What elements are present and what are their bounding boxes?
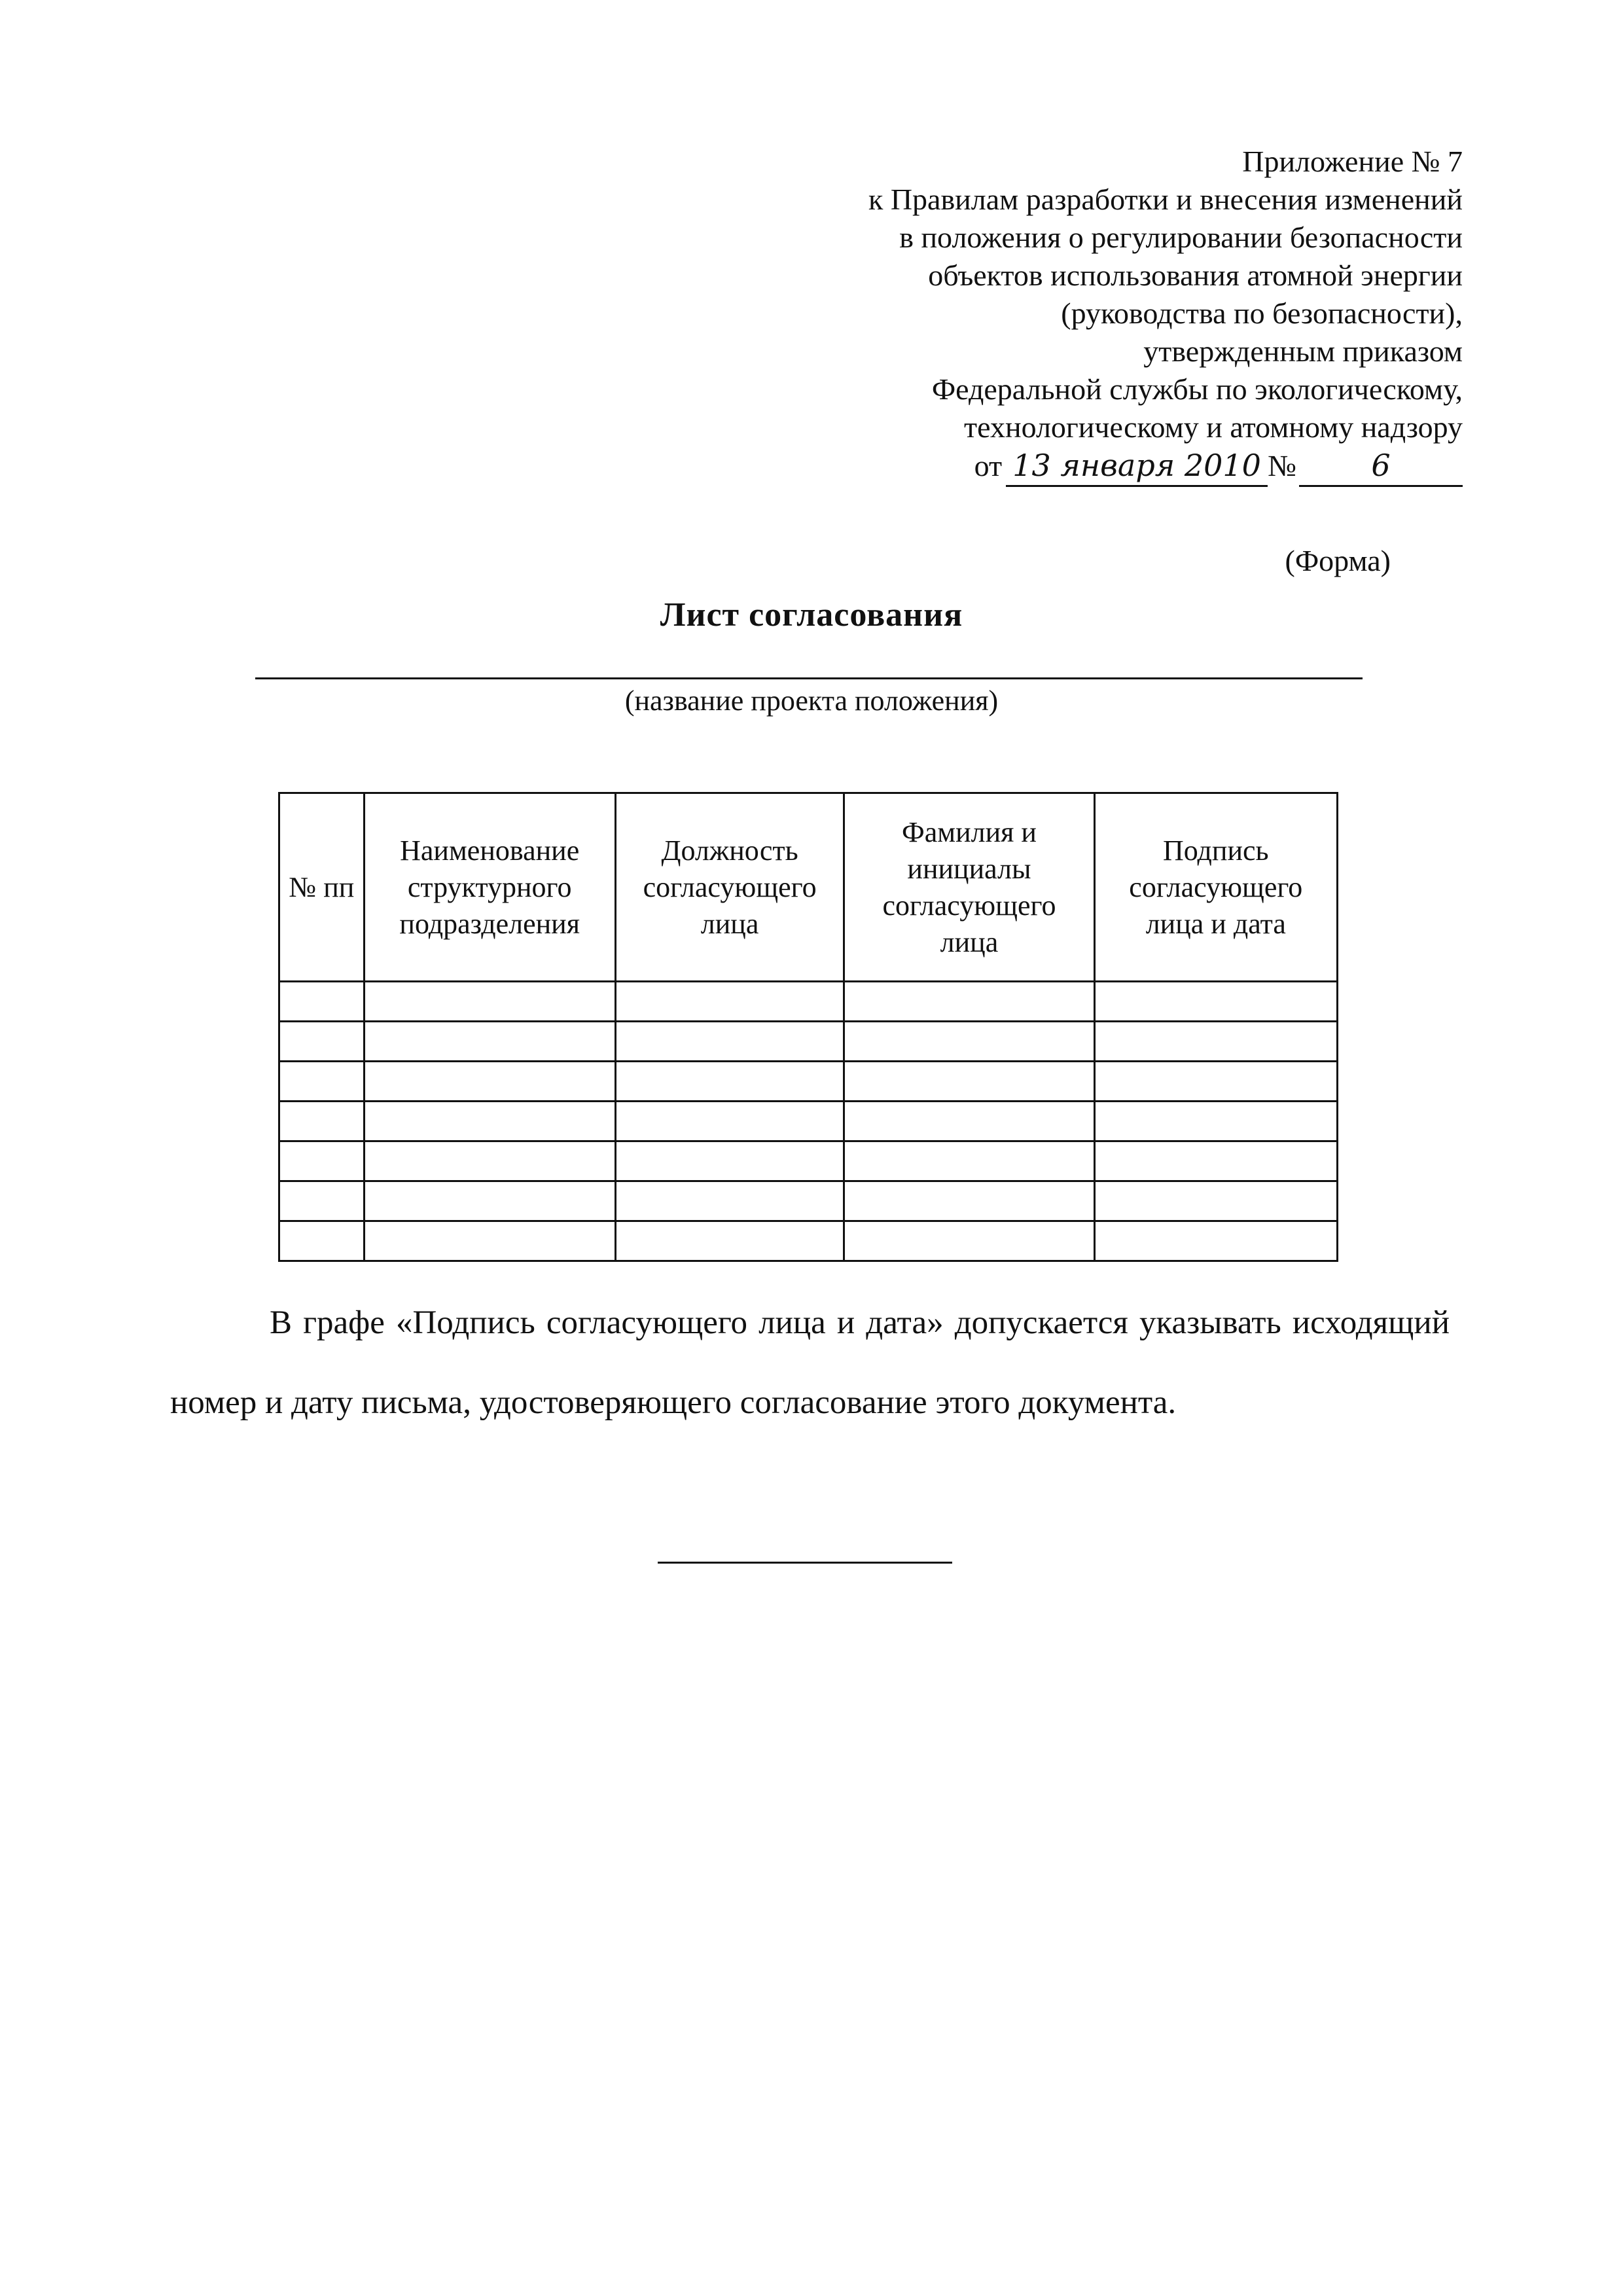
table-row [279, 1221, 1338, 1261]
appendix-line: технологическому и атомному надзору [964, 410, 1463, 444]
table-body [279, 982, 1338, 1261]
table-cell [364, 1062, 615, 1102]
table-cell [1094, 1221, 1337, 1261]
page-title: Лист согласования [660, 596, 963, 634]
appendix-line: Федеральной службы по экологическому, [931, 372, 1463, 406]
table-row [279, 1181, 1338, 1221]
appendix-line: объектов использования атомной энергии [928, 259, 1463, 292]
order-reference [612, 446, 1463, 484]
project-name-line [255, 677, 1363, 679]
table-cell [844, 1141, 1094, 1181]
order-prefix: от [974, 449, 1003, 482]
table-cell [844, 982, 1094, 1022]
project-name-caption: (название проекта положения) [624, 685, 999, 717]
order-number-handwritten: 6 [1371, 448, 1391, 483]
appendix-line: к Правилам разработки и внесения изменений [868, 183, 1463, 216]
table-cell [364, 1221, 615, 1261]
order-date-handwritten: 13 января 2010 [1012, 448, 1261, 483]
approval-table [278, 792, 1338, 1262]
table-cell [364, 1022, 615, 1062]
table-cell [364, 1141, 615, 1181]
column-header-department: Наименование структурного подразделения [364, 793, 615, 982]
table-cell [279, 1181, 365, 1221]
table-cell [279, 1022, 365, 1062]
table-cell [615, 1221, 844, 1261]
table-cell [615, 1181, 844, 1221]
appendix-line: утвержденным приказом [1143, 334, 1463, 368]
table-cell [844, 1062, 1094, 1102]
column-header-position: Должность согласующего лица [615, 793, 844, 982]
appendix-number: Приложение № 7 [1242, 145, 1463, 178]
table-cell [1094, 1181, 1337, 1221]
table-cell [279, 1102, 365, 1141]
table-cell [279, 1141, 365, 1181]
table-row [279, 1022, 1338, 1062]
table-cell [615, 1141, 844, 1181]
table-cell [844, 1221, 1094, 1261]
table-row [279, 1102, 1338, 1141]
table-cell [615, 1102, 844, 1141]
table-cell [615, 982, 844, 1022]
order-number-label: № [1268, 449, 1296, 482]
table-cell [279, 1221, 365, 1261]
order-number-field [1299, 446, 1463, 487]
table-row [279, 1062, 1338, 1102]
table-cell [844, 1181, 1094, 1221]
appendix-line: (руководства по безопасности), [1061, 296, 1463, 330]
column-header-signature: Подпись согласующего лица и дата [1094, 793, 1337, 982]
table-cell [1094, 982, 1337, 1022]
table-cell [364, 1102, 615, 1141]
note-paragraph: В графе «Подпись согласующего лица и дата» допускается указывать исходящий номер и дату письма, удостоверяющего согласование этого документа. [170, 1304, 1450, 1421]
form-label: (Форма) [1285, 544, 1391, 577]
end-separator-line [658, 1562, 952, 1564]
order-date-field [1006, 446, 1268, 487]
table-cell [615, 1062, 844, 1102]
table-cell [364, 1181, 615, 1221]
table-row [279, 982, 1338, 1022]
table-cell [844, 1102, 1094, 1141]
column-header-name: Фамилия и инициалы согласующего лица [844, 793, 1094, 982]
table-cell [279, 982, 365, 1022]
appendix-line: в положения о регулировании безопасности [899, 221, 1463, 254]
table-cell [844, 1022, 1094, 1062]
column-header-number: № пп [279, 793, 365, 982]
table-header-row [279, 793, 1338, 982]
table-cell [1094, 1062, 1337, 1102]
table-cell [364, 982, 615, 1022]
table-cell [279, 1062, 365, 1102]
table-cell [1094, 1022, 1337, 1062]
appendix-header [612, 143, 1463, 484]
table-cell [1094, 1102, 1337, 1141]
table-cell [1094, 1141, 1337, 1181]
table-cell [615, 1022, 844, 1062]
table-row [279, 1141, 1338, 1181]
